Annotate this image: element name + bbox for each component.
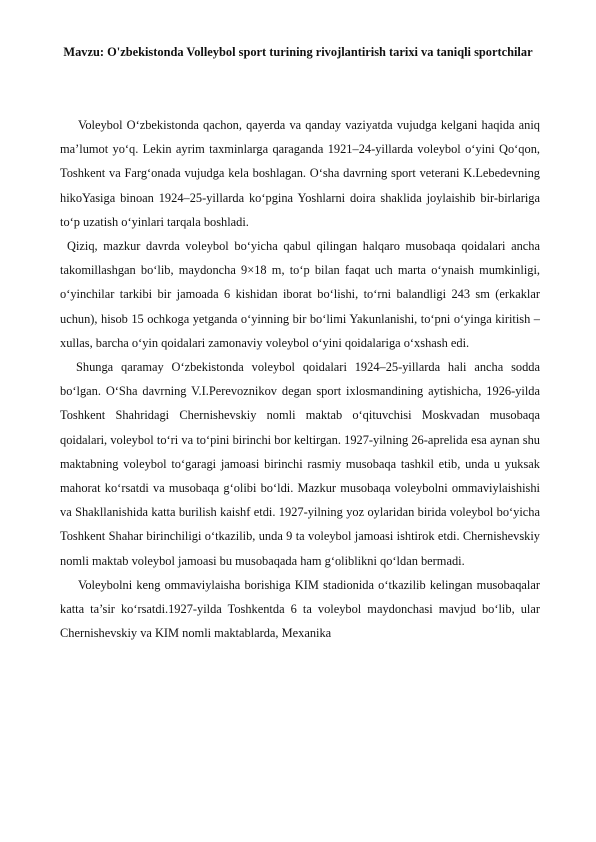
paragraph-4: Voleybolni keng ommaviylaisha borishiga KIM stadionida o‘tkazilib kelingan musobaqalar katta ta’sir ko‘rsatdi.1927-yilda Toshkentda 6 ta voleybol maydonchasi mavjud bo‘lib, ular Chernishevskiy va KIM nomli maktablarda, Mexanika: [60, 577, 540, 641]
paragraph-1: Voleybol O‘zbekistonda qachon, qayerda va qanday vaziyatda vujudga kelgani haqida aniq ma’lumot yo‘q. Lekin ayrim taxminlarga qaraganda 1921–24-yillarda voleybol o‘yini Qo‘qon, Toshkent va Farg‘onada vujudga kela boshlagan. O‘sha davrning sport veterani K.Lebedevning hikoYasiga binoan 1924–25-yillarda ko‘pgina Yoshlarni doira shaklida joylaishib bir-birlariga to‘p uzatish o‘yinlari tarqala boshladi.: [60, 118, 540, 229]
document-title: Mavzu: O'zbekistonda Volleybol sport turining rivojlantirish tarixi va taniqli sportchilar: [63, 45, 533, 59]
paragraph-3: Shunga qaramay O‘zbekistonda voleybol qoidalari 1924–25-yillarda hali ancha sodda bo‘lgan. O‘Sha davrning V.I.Perevoznikov degan sport ixlosmandining aytishicha, 1926-yilda Toshkent Shahridagi Chernishevskiy nomli maktab o‘qituvchisi Moskvadan musobaqa qoidalari, voleybol to‘ri va to‘pini birinchi bor keltirgan. 1927-yilning 26-aprelida esa aynan shu maktabning voleybol to‘garagi jamoasi birinchi rasmiy musobaqa tashkil etib, unda u yuksak mahorat ko‘rsatdi va musobaqa g‘olibi bo‘ldi. Mazkur musobaqa voleybolni ommaviylaishishi va Shakllanishida katta burilish kaishf etdi. 1927-yilning yoz oylaridan birida voleybol bo‘yicha Toshkent Shahar birinchiligi o‘tkazilib, unda 9 ta voleybol jamoasi ishtirok etdi. Chernishevskiy nomli maktab voleybol jamoasi bu musobaqada ham g‘oliblikni qo‘ldan bermadi.: [60, 360, 540, 568]
document-body: [60, 113, 540, 645]
paragraph-2: Qiziq, mazkur davrda voleybol bo‘yicha qabul qilingan halqaro musobaqa qoidalari ancha takomillashgan bo‘lib, maydoncha 9×18 m, to‘p bilan faqat uch marta o‘ynaish mumkinligi, o‘yinchilar tarkibi bir jamoada 6 kishidan iborat bo‘lishi, to‘rni balandligi 243 sm (erkaklar uchun), hisob 15 ochkoga yetganda o‘yinning bir bo‘limi Yakunlanishi, to‘pni o‘yinga kiritish – xullas, barcha o‘yin qoidalari zamonaviy voleybol o‘yini qoidalariga o‘xshash edi.: [60, 239, 540, 350]
